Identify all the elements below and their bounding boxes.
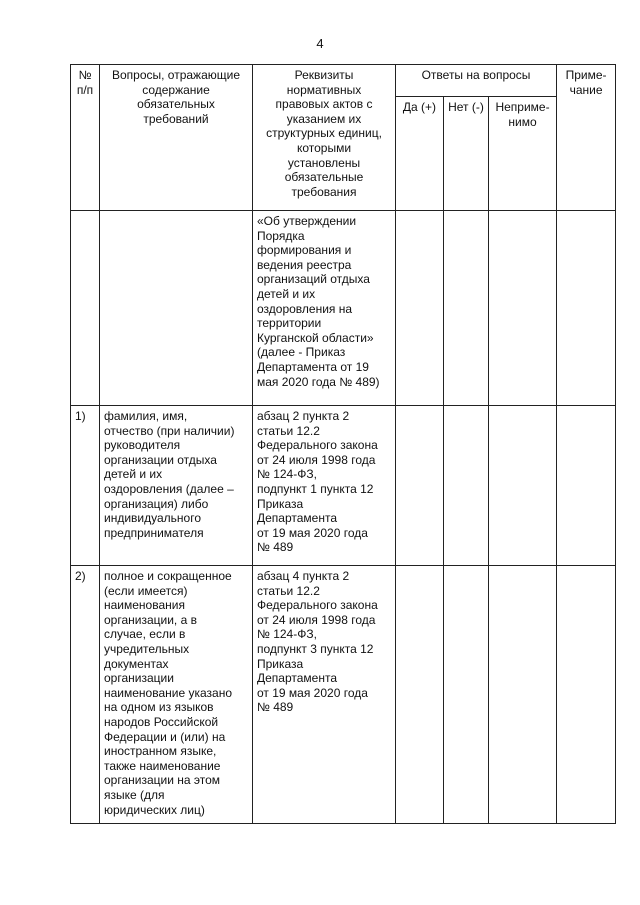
header-question: Вопросы, отражающие содержание обязательных требований [100, 65, 253, 211]
note-cell[interactable] [557, 566, 616, 824]
header-yes: Да (+) [396, 97, 444, 211]
answer-na-cell[interactable] [489, 406, 557, 566]
answer-na-cell[interactable] [489, 211, 557, 406]
header-requisites: Реквизиты нормативных правовых актов с указанием их структурных единиц, которыми установлены обязательные требования [253, 65, 396, 211]
answer-yes-cell[interactable] [396, 406, 444, 566]
answer-no-cell[interactable] [444, 406, 489, 566]
table-row [71, 566, 616, 824]
row-question: полное и сокращенное (если имеется) наименования организации, а в случае, если в учредительных документах организации наименование указано на одном из языков народов Российской Федерации и (или) на иностранном языке, также наименование организации на этом языке (для юридических лиц) [100, 566, 253, 824]
page-number: 4 [316, 36, 324, 51]
header-answers: Ответы на вопросы [396, 65, 557, 97]
note-cell[interactable] [557, 211, 616, 406]
table-row [71, 211, 616, 406]
header-not-applicable: Неприме- нимо [489, 97, 557, 211]
row-num: 2) [71, 566, 100, 824]
row-question: фамилия, имя, отчество (при наличии) руководителя организации отдыха детей и их оздоровления (далее – организация) либо индивидуального предпринимателя [100, 406, 253, 566]
answer-no-cell[interactable] [444, 211, 489, 406]
row-num: 1) [71, 406, 100, 566]
checklist-table [70, 64, 616, 824]
answer-no-cell[interactable] [444, 566, 489, 824]
header-no: Нет (-) [444, 97, 489, 211]
table-row [71, 406, 616, 566]
header-row [71, 65, 616, 97]
answer-yes-cell[interactable] [396, 566, 444, 824]
note-cell[interactable] [557, 406, 616, 566]
row-requisites: абзац 2 пункта 2 статьи 12.2 Федерального закона от 24 июля 1998 года № 124-ФЗ, подпункт 1 пункта 12 Приказа Департамента от 19 мая 2020 года № 489 [253, 406, 396, 566]
row-question [100, 211, 253, 406]
row-num [71, 211, 100, 406]
header-note: Приме- чание [557, 65, 616, 211]
row-requisites: абзац 4 пункта 2 статьи 12.2 Федерального закона от 24 июля 1998 года № 124-ФЗ, подпункт 3 пункта 12 Приказа Департамента от 19 мая 2020 года № 489 [253, 566, 396, 824]
answer-yes-cell[interactable] [396, 211, 444, 406]
header-num: № п/п [71, 65, 100, 211]
answer-na-cell[interactable] [489, 566, 557, 824]
row-requisites: «Об утверждении Порядка формирования и ведения реестра организаций отдыха детей и их оздоровления на территории Курганской области» (далее - Приказ Департамента от 19 мая 2020 года № 489) [253, 211, 396, 406]
